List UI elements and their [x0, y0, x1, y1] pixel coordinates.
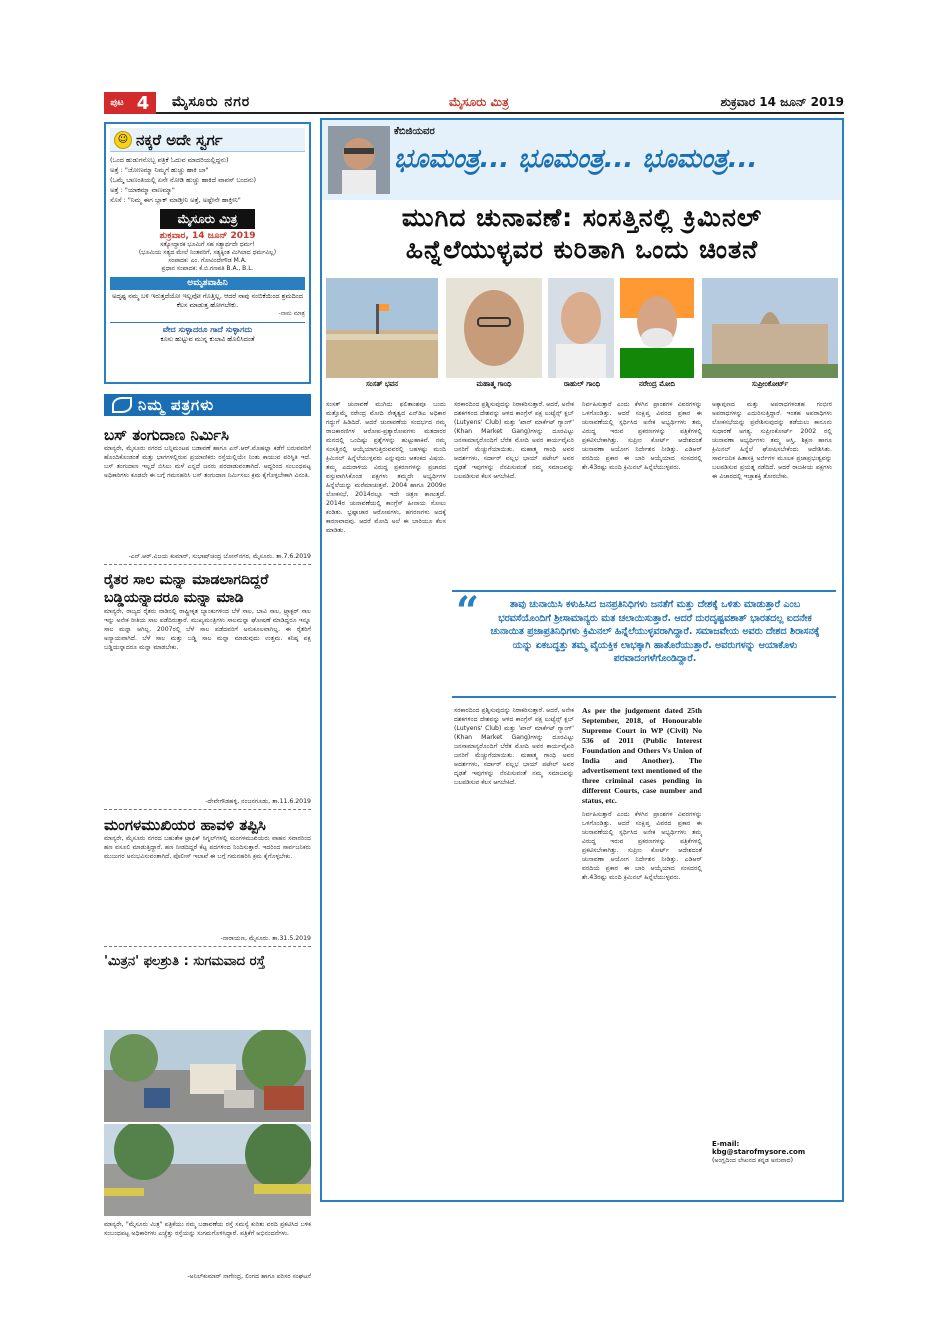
- amrita-by: -ನಾಮ ಮಾತ್ರ: [278, 310, 305, 317]
- article-column-2-lower: [454, 706, 574, 1190]
- masthead-line: ಪ್ರಧಾನ ಸಂಪಾದಕ: ಕೆ.ಬಿ.ಗಣಪತಿ B.A., B.L.: [161, 265, 254, 272]
- road-photo-traffic: [104, 1030, 311, 1122]
- road-photos: [104, 1030, 311, 1281]
- paper-name: ಮೈಸೂರು ಮಿತ್ರ: [449, 95, 509, 109]
- pull-quote: [452, 590, 836, 698]
- page-header: [104, 92, 844, 114]
- article-column-4: [712, 400, 832, 1165]
- rahul-photo-art: [548, 278, 614, 378]
- letters-banner-title: ನಿಮ್ಮ ಪತ್ರಗಳು: [138, 396, 215, 414]
- section-title: ಮೈಸೂರು ನಗರ: [172, 94, 251, 110]
- parliament-photo: [326, 278, 438, 378]
- veda-quote: ವೇದ ಸುಳ್ಳಾದರೂ ಗಾದೆ ಸುಳ್ಳಾಗದು: [110, 322, 305, 335]
- article-text: ನಿರ್ವಹಿಸುತ್ತಾರೆ ಎಂದು ಕೆಳಗಿನ ಪ್ರಾಂಶಗಳ ವಿವರಗಳನ್ನು ಒಳಗೊಂಡಿತ್ತು. ಆದರೆ ಸಂಕ್ಷಿಪ್ತ ವಿವರದ ಪ್ರಕಾರ ಈ ಚುನಾವಣೆಯಲ್ಲಿ ಸ್ಪರ್ಧಿಸಿದ ಅನೇಕ ಅಭ್ಯರ್ಥಿಗಳು ತಮ್ಮ ವಿರುದ್ಧ ಇರುವ ಪ್ರಕರಣಗಳನ್ನು ಪತ್ರಿಕೆಗಳಲ್ಲಿ ಪ್ರಕಟಿಸಬೇಕಾಗಿತ್ತು. ಸುಪ್ರೀಂ ಕೋರ್ಟ್ ಆದೇಶದಂತೆ ಚುನಾವಣಾ ಆಯೋಗ ನಿರ್ದೇಶನ ನೀಡಿತ್ತು. ಎಡಿಆರ್ ವರದಿಯ ಪ್ರಕಾರ ಈ ಬಾರಿ ಆಯ್ಕೆಯಾದ ಸಂಸದರಲ್ಲಿ ಶೇ.43ರಷ್ಟು ಮಂದಿ ಕ್ರಿಮಿನಲ್ ಹಿನ್ನೆಲೆಯುಳ್ಳವರು.: [582, 811, 702, 881]
- masthead-logo: ಮೈಸೂರು ಮಿತ್ರ: [160, 209, 255, 229]
- laughing-face-icon: ☺: [114, 131, 132, 149]
- article-english-text: As per the judgement dated 25th September, 2018, of Honourable Supreme Court in WP (Civil) No 536 of 2011 (Public Interest Foundation and Others Vs Union of India and Another). The advertisement text mentioned of the three criminal cases pending in different Courts, case number and status, etc.: [582, 706, 702, 805]
- photo-caption: ಸುಪ್ರೀಂಕೋರ್ಟ್: [751, 380, 789, 388]
- gandhi-photo-art: [446, 278, 542, 378]
- article-text: ನಿರ್ವಹಿಸುತ್ತಾರೆ ಎಂದು ಕೆಳಗಿನ ಪ್ರಾಂಶಗಳ ವಿವರಗಳನ್ನು ಒಳಗೊಂಡಿತ್ತು. ಆದರೆ ಸಂಕ್ಷಿಪ್ತ ವಿವರದ ಪ್ರಕಾರ ಈ ಚುನಾವಣೆಯಲ್ಲಿ ಸ್ಪರ್ಧಿಸಿದ ಅನೇಕ ಅಭ್ಯರ್ಥಿಗಳು ತಮ್ಮ ವಿರುದ್ಧ ಇರುವ ಪ್ರಕರಣಗಳನ್ನು ಪತ್ರಿಕೆಗಳಲ್ಲಿ ಪ್ರಕಟಿಸಬೇಕಾಗಿತ್ತು. ಸುಪ್ರೀಂ ಕೋರ್ಟ್ ಆದೇಶದಂತೆ ಚುನಾವಣಾ ಆಯೋಗ ನಿರ್ದೇಶನ ನೀಡಿತ್ತು. ಎಡಿಆರ್ ವರದಿಯ ಪ್ರಕಾರ ಈ ಬಾರಿ ಆಯ್ಕೆಯಾದ ಸಂಸದರಲ್ಲಿ ಶೇ.43ರಷ್ಟು ಮಂದಿ ಕ್ರಿಮಿನಲ್ ಹಿನ್ನೆಲೆಯುಳ್ಳವರು.: [582, 401, 702, 471]
- letter-body: ಮಾನ್ಯರೇ, "ಮೈಸೂರು ಮಿತ್ರ" ಪತ್ರಿಕೆಯು ನಮ್ಮ ಬಡಾವಣೆಯ ರಸ್ತೆ ಸಮಸ್ಯೆ ಕುರಿತು ವರದಿ ಪ್ರಕಟಿಸಿದ ಬಳಿಕ ಸಂಬಂಧಪಟ್ಟ ಅಧಿಕಾರಿಗಳು ಎಚ್ಚೆತ್ತು ರಸ್ತೆಯನ್ನು ಸುಗಮಗೊಳಿಸಿದ್ದಾರೆ. ಪತ್ರಿಕೆಗೆ ಅಭಿನಂದನೆಗಳು.: [104, 1221, 311, 1238]
- article-text: ಸರಕಾರದಿಂದ ಪ್ರಶ್ನಿಸುವುದನ್ನು ನಿರಾಕರಿಸುತ್ತಾರೆ. ಆದರೆ, ಅನೇಕ ದಶಕಗಳಿಂದ ದೇಶವನ್ನು ಆಳಿದ ಕಾಂಗ್ರೆಸ್ ಪಕ್ಷ ಲುಟ್ಯೆನ್ಸ್ ಕ್ಲಬ್ (Lutyens' Club) ಮತ್ತು 'ಖಾನ್ ಮಾರ್ಕೆಟ್ ಗ್ಯಾಂಗ್' (Khan Market Gang)ಗಳನ್ನು ದೂರವಿಟ್ಟು ಜನಸಾಮಾನ್ಯರೊಂದಿಗೆ ಬೆರೆತ ಮೋದಿ ಅವರ ಕಾರ್ಯವೈಖರಿ ಜನರಿಗೆ ಮೆಚ್ಚುಗೆಯಾಯಿತು. ಮಹಾತ್ಮ ಗಾಂಧಿ ಅವರ ಆದರ್ಶಗಳು, ಸರ್ದಾರ್ ವಲ್ಲಭ ಭಾಯ್ ಪಟೇಲ್ ಅವರ ದೃಢತೆ ಇವುಗಳನ್ನು ನೆನಪಿಸುವಂತೆ ನಮ್ಮ ಸಮಾಜವನ್ನು ಬಲಪಡಿಸುವ ಕೆಲಸ ಆಗಬೇಕಿದೆ.: [454, 401, 574, 480]
- translator-note: (ಅಂಗ್ಲದಿಂದ ಲೇಖನದ ಕನ್ನಡ ಅನುವಾದ): [712, 1157, 793, 1164]
- letters-section: [104, 420, 311, 971]
- road-photo-clear: [104, 1124, 311, 1216]
- quote-mark-icon: “: [456, 588, 480, 635]
- letter-body: ಮಾನ್ಯರೇ, ರಾಜ್ಯದ ರೈತರು ನಾಡಿನಲ್ಲಿ ರಾಷ್ಟ್ರೀಕೃತ ಬ್ಯಾಂಕುಗಳಿಂದ ಬೆಳೆ ಸಾಲ, ಬಾವಿ ಸಾಲ, ಟ್ರ್ಯಾಕ್ಟರ್ ಸಾಲ ಇನ್ನು ಅನೇಕ ರೀತಿಯ ಸಾಲ ಪಡೆದಿರುತ್ತಾರೆ. ಮುಖ್ಯಮಂತ್ರಿಗಳು ಸಾಲಮನ್ನಾ ಘೋಷಣೆ ಮಾಡಿದ್ದರೂ ಇನ್ನೂ ಸಾಲ ಮನ್ನಾ ಆಗಿಲ್ಲ. 2007ರಲ್ಲಿ ಬೆಳೆ ಸಾಲ ಪಡೆದವರಿಗೆ ಅನುಕೂಲವಾಗಿಲ್ಲ. ಈ ರೈತರಿಗೆ ಅನ್ಯಾಯವಾಗಿದೆ. ಬೆಳೆ ಸಾಲ ಮತ್ತು ಬಡ್ಡಿ ಸಾಲ ಮನ್ನಾ ಮಾಡುವುದು ಉತ್ತಮ. ಕನಿಷ್ಠ ಪಕ್ಷ ಬಡ್ಡಿಯನ್ನಾದರೂ ಮನ್ನಾ ಮಾಡಬೇಕು.: [104, 608, 311, 652]
- letter-signature: -ಎನ್.ಆರ್.ವಿಜಯ ಕುಮಾರ್, ಸುಭಾಷ್‌ಚಂದ್ರ ಬೋಸ್‌ನಗರ, ಮೈಸೂರು. ತಾ.7.6.2019: [128, 553, 311, 560]
- letters-banner: [104, 394, 311, 416]
- article-column-3: [582, 400, 702, 580]
- masthead-line: (ಭೂಮಿಯ ಸತ್ಯದ ಮೇಲೆ ನಿಂತವರಿಗೆ, ಸತ್ಯಕ್ಕಿಂತ ಮಿಗಿಲಾದ ಧರ್ಮವಿಲ್ಲ): [138, 249, 277, 256]
- nakkare-bar: [110, 128, 305, 152]
- clear-road-photo-art: [104, 1124, 311, 1216]
- author-portrait: [328, 126, 390, 194]
- masthead-box: [104, 122, 311, 384]
- divider: [104, 564, 311, 565]
- photo-caption: ನರೇಂದ್ರ ಮೋದಿ: [638, 380, 676, 388]
- nakkare-title: ನಕ್ಕರೆ ಅದೇ ಸ್ವರ್ಗ: [136, 130, 223, 149]
- letter-title: ಮಂಗಳಮುಖಿಯರ ಹಾವಳಿ ತಪ್ಪಿಸಿ: [104, 816, 266, 834]
- header-date: ಶುಕ್ರವಾರ 14 ಜೂನ್ 2019: [720, 95, 844, 109]
- left-column: [104, 122, 311, 384]
- page-number-box: [104, 92, 156, 114]
- veda-sub: ಕೂಸು ಹುಟ್ಟುವ ಮುನ್ನ ಕುಲಾವಿ ಹೊಲಿಸಿದಂತೆ: [160, 335, 255, 343]
- letter-title: ಬಸ್ ತಂಗುದಾಣ ನಿರ್ಮಿಸಿ: [104, 426, 229, 444]
- modi-photo: [620, 278, 694, 378]
- main-article: [320, 118, 844, 1202]
- article-text: ಸರಕಾರದಿಂದ ಪ್ರಶ್ನಿಸುವುದನ್ನು ನಿರಾಕರಿಸುತ್ತಾರೆ. ಆದರೆ, ಅನೇಕ ದಶಕಗಳಿಂದ ದೇಶವನ್ನು ಆಳಿದ ಕಾಂಗ್ರೆಸ್ ಪಕ್ಷ ಲುಟ್ಯೆನ್ಸ್ ಕ್ಲಬ್ (Lutyens' Club) ಮತ್ತು 'ಖಾನ್ ಮಾರ್ಕೆಟ್ ಗ್ಯಾಂಗ್' (Khan Market Gang)ಗಳನ್ನು ದೂರವಿಟ್ಟು ಜನಸಾಮಾನ್ಯರೊಂದಿಗೆ ಬೆರೆತ ಮೋದಿ ಅವರ ಕಾರ್ಯವೈಖರಿ ಜನರಿಗೆ ಮೆಚ್ಚುಗೆಯಾಯಿತು. ಮಹಾತ್ಮ ಗಾಂಧಿ ಅವರ ಆದರ್ಶಗಳು, ಸರ್ದಾರ್ ವಲ್ಲಭ ಭಾಯ್ ಪಟೇಲ್ ಅವರ ದೃಢತೆ ಇವುಗಳನ್ನು ನೆನಪಿಸುವಂತೆ ನಮ್ಮ ಸಮಾಜವನ್ನು ಬಲಪಡಿಸುವ ಕೆಲಸ ಆಗಬೇಕಿದೆ.: [454, 707, 574, 786]
- letter-body: ಮಾನ್ಯರೇ, ಮೈಸೂರು ನಗರದ ಬನ್ನಿಮಂಟಪ ಬಡಾವಣೆ ಹಾಗೂ ಎನ್.ಆರ್.ಮೊಹಲ್ಲಾ ಕಡೆಗೆ ಬರುವವರಿಗೆ ಹೊಂದಿಕೊಂಡಂತೆ ಮತ್ತು ಭಾಗಗಳಲ್ಲಿರುವ ಪ್ರಯಾಣಿಕರು ರಸ್ತೆಯಲ್ಲಿಯೇ ನಿಂತು ಕಾಯುವ ಪರಿಸ್ಥಿತಿ ಇದೆ. ಬಸ್ ತಂಗುದಾಣ ಇಲ್ಲದೆ ಬಿಸಿಲು ಮಳೆ ಎನ್ನದೆ ಜನರು ಪರದಾಡುವಂತಾಗಿದೆ. ಆದ್ದರಿಂದ ಸಂಬಂಧಪಟ್ಟ ಅಧಿಕಾರಿಗಳು ಕೂಡಲೇ ಈ ಬಗ್ಗೆ ಗಮನಹರಿಸಿ ಬಸ್ ತಂಗುದಾಣ ನಿರ್ಮಿಸಲು ಕ್ರಮ ಕೈಗೊಳ್ಳಬೇಕಾಗಿ ವಿನಂತಿ.: [104, 445, 311, 480]
- joke-text: [110, 156, 305, 205]
- photo-caption: ಮಹಾತ್ಮ ಗಾಂಧಿ: [476, 380, 512, 388]
- photo-caption: ಸಂಸತ್ ಭವನ: [365, 380, 399, 388]
- joke-line: ಅತ್ತೆ : "ಯಾಕಮ್ಮಾ ವಾಣಮ್ಮಾ": [110, 186, 175, 194]
- headline-line-1: ಮುಗಿದ ಚುನಾವಣೆ: ಸಂಸತ್ತಿನಲ್ಲಿ ಕ್ರಿಮಿನಲ್: [401, 203, 763, 232]
- joke-line: ಸೊಸೆ : "ನಿಮ್ಮ ಈಗ ಬ್ಲಾಕ್ ಮಾಡ್ತೀನಿ ಅತ್ತೆ, ಅಷ್ಟೇನೇ ಹಾಕ್ತೀನಿ": [110, 196, 241, 204]
- article-text: ಸಂಸತ್ ಚುನಾವಣೆ ಮುಗಿದು ಫಲಿತಾಂಶವೂ ಬಂದು ಮತ್ತೊಮ್ಮೆ ನರೇಂದ್ರ ಮೋದಿ ನೇತೃತ್ವದ ಎನ್‌ಡಿಎ ಅಧಿಕಾರ ಗದ್ದುಗೆ ಹಿಡಿದಿದೆ. ಆದರೆ ಚುನಾವಣೆಯ ಸಂದರ್ಭದ ನಮ್ಮ ರಾಜಕಾರಣಿಗಳ ಆರೋಪ-ಪ್ರತ್ಯಾರೋಪಗಳು ಮತದಾರರ ಮನದಲ್ಲಿ ಒಂದಿಷ್ಟು ಪ್ರಶ್ನೆಗಳನ್ನು ಹುಟ್ಟುಹಾಕಿವೆ. ನಮ್ಮ ಸಂಸತ್ತಿನಲ್ಲಿ ಆಯ್ಕೆಯಾಗುತ್ತಿರುವವರಲ್ಲಿ ಬಹಳಷ್ಟು ಮಂದಿ ಕ್ರಿಮಿನಲ್ ಹಿನ್ನೆಲೆಯುಳ್ಳವರು ಎನ್ನುವುದು ಆತಂಕದ ವಿಷಯ. ತಮ್ಮ ಎದುರಾಳಿಯ ವಿರುದ್ಧ ಪ್ರಕರಣಗಳನ್ನು ಪ್ರಚಾರದ ವಸ್ತುವಾಗಿಸಿಕೊಂಡ ಪಕ್ಷಗಳು ತಮ್ಮದೇ ಅಭ್ಯರ್ಥಿಗಳ ಹಿನ್ನೆಲೆಯನ್ನು ಮರೆಮಾಚುತ್ತವೆ. 2004 ಹಾಗೂ 2009ರ ಲೋಕಸಭೆ, 2014ರಲ್ಲೂ ಇದೇ ಚಿತ್ರಣ ಕಾಣುತ್ತದೆ. 2014ರ ಚುನಾವಣೆಯಲ್ಲಿ ಕಾಂಗ್ರೆಸ್ ಹೀನಾಯ ಸೋಲು ಕಂಡಿತು. ಭ್ರಷ್ಟಾಚಾರ ಆರೋಪಗಳು, ಹಗರಣಗಳು ಅದಕ್ಕೆ ಕಾರಣವಾದವು. ಆದರೆ ಮೋದಿ ಅಲೆ ಈ ಬಾರಿಯೂ ಕೆಲಸ ಮಾಡಿತು.: [326, 401, 446, 534]
- letter-signature: -ದೇವೇಗೌಡಹಳ್ಳಿ, ನಂಜನಗೂಡು, ತಾ.11.6.2019: [205, 798, 311, 805]
- letter-title: ರೈತರ ಸಾಲ ಮನ್ನಾ ಮಾಡಲಾಗದಿದ್ದರೆ ಬಡ್ಡಿಯನ್ನಾದರೂ ಮನ್ನಾ ಮಾಡಿ: [104, 572, 269, 606]
- divider: [104, 946, 311, 947]
- photo-strip: [322, 278, 842, 390]
- masthead-line: ಸತ್ಯೋದ್ಧಾರಕ ಭೂಮಿಗೆ ಸಹ ಸತ್ಯಾರ್ಥದೇ ಧರ್ಮ!: [160, 241, 255, 248]
- flourish-icon: [112, 397, 132, 413]
- masthead-date: ಶುಕ್ರವಾರ, 14 ಜೂನ್ 2019: [159, 231, 256, 241]
- article-column-1: [326, 400, 446, 1190]
- traffic-photo-art: [104, 1030, 311, 1122]
- article-columns: [326, 400, 840, 1196]
- amrita-title: ಅಮೃತವಾಹಿನಿ: [110, 277, 305, 290]
- headline: [322, 202, 842, 272]
- modi-photo-art: [620, 278, 694, 378]
- author-photo: [328, 126, 390, 194]
- joke-line: (ಒಂದ ಹುಡುಗನೊಬ್ಬ ಪತ್ರಿಕೆ ಓದುವ ಮಾದರಿಯಲ್ಲಿದ್ದನು): [110, 156, 229, 164]
- supreme-court-photo-art: [702, 278, 838, 378]
- letter-body: ಮಾನ್ಯರೇ, ಮೈಸೂರು ನಗರದ ಬಹುತೇಕ ಟ್ರಾಫಿಕ್ ಸಿಗ್ನಲ್‌ಗಳಲ್ಲಿ ಮಂಗಳಮುಖಿಯರು ವಾಹನ ಸವಾರರಿಂದ ಹಣ ವಸೂಲಿ ಮಾಡುತ್ತಿದ್ದಾರೆ. ಹಣ ನೀಡದಿದ್ದರೆ ಕೆಟ್ಟ ಪದಗಳಿಂದ ನಿಂದಿಸುತ್ತಾರೆ. ಇದರಿಂದ ಸಾರ್ವಜನಿಕರು ಮುಜುಗರ ಅನುಭವಿಸುವಂತಾಗಿದೆ. ಪೊಲೀಸ್ ಇಲಾಖೆ ಈ ಬಗ್ಗೆ ಗಮನಹರಿಸಿ ಕ್ರಮ ಕೈಗೊಳ್ಳಬೇಕು.: [104, 835, 311, 861]
- joke-line: ಅತ್ತೆ : "ಜೋಣಮ್ಮಾ ನಿಮ್ಮಗೆ ಹುಚ್ಚು ಹಾಕಿ ಬಾ": [110, 166, 209, 174]
- letter-title: 'ಮಿತ್ರನ' ಫಲಶ್ರುತಿ : ಸುಗಮವಾದ ರಸ್ತೆ: [104, 954, 266, 969]
- divider: [104, 809, 311, 810]
- gandhi-photo: [446, 278, 542, 378]
- page-label: ಪುಟ: [104, 92, 130, 114]
- supreme-court-photo: [702, 278, 838, 378]
- article-text: ಅಕ್ಕಾಪುಣದ ಮತ್ತು ಅಪರಾಧಗಳಂತಹ ಗಂಭೀರ ಅಪರಾಧಗಳನ್ನು ಎದುರಿಸುತ್ತಿದ್ದಾರೆ. ಇಂತಹ ಅಪರಾಧಿಗಳು ಲೋಕಸಭೆಯನ್ನು ಪ್ರವೇಶಿಸುವುದನ್ನು ತಡೆಯಲು ಕಾನೂನು ಸುಧಾರಣೆ ಅಗತ್ಯ. ಸುಪ್ರೀಂಕೋರ್ಟ್ 2002 ರಲ್ಲಿ ಚುನಾವಣಾ ಅಭ್ಯರ್ಥಿಗಳು ತಮ್ಮ ಆಸ್ತಿ, ಶಿಕ್ಷಣ ಹಾಗೂ ಕ್ರಿಮಿನಲ್ ಹಿನ್ನೆಲೆ ಘೋಷಿಸಬೇಕೆಂದು ಆದೇಶಿಸಿತು. ಸಾರ್ವಜನಿಕ ಹಿತಾಸಕ್ತಿ ಅರ್ಜಿಗಳ ಮೂಲಕ ಪ್ರಜಾಪ್ರಭುತ್ವವನ್ನು ಬಲಪಡಿಸುವ ಪ್ರಯತ್ನ ನಡೆದಿದೆ. ಆದರೆ ರಾಜಕೀಯ ಪಕ್ಷಗಳು ಈ ವಿಚಾರದಲ್ಲಿ ಇಚ್ಛಾಶಕ್ತಿ ತೋರಬೇಕು.: [712, 401, 832, 480]
- letter-signature: -ಅನಿಲ್‌ಕುಮಾರ್ ನಾಗೇಂದ್ರ, ಲಿಂಗದ ಹಾಗೂ ಪರಿಸರ ಸಂಘಟನೆ: [187, 1273, 311, 1280]
- photo-caption: ರಾಹುಲ್ ಗಾಂಧಿ: [563, 380, 601, 388]
- parliament-photo-art: [326, 278, 438, 378]
- column-banner: [322, 120, 842, 200]
- letter-signature: -ನಾರಾಯಣ, ಮೈಸೂರು. ತಾ.31.5.2019: [220, 935, 311, 942]
- author-name: ಕೆಬಿಜಿಯವರ: [394, 126, 435, 137]
- column-title: ಭೂಮಂತ್ರ... ಭೂಮಂತ್ರ... ಭೂಮಂತ್ರ...: [394, 144, 758, 174]
- headline-line-2: ಹಿನ್ನೆಲೆಯುಳ್ಳವರ ಕುರಿತಾಗಿ ಒಂದು ಚಿಂತನೆ: [405, 235, 759, 264]
- page-number: 4: [130, 92, 156, 114]
- article-column-2: [454, 400, 574, 580]
- author-email: E-mail: kbg@starofmysore.com: [712, 1140, 806, 1156]
- pull-quote-text: ತಾವು ಚುನಾಯಿಸಿ ಕಳುಹಿಸಿದ ಜನಪ್ರತಿನಿಧಿಗಳು ಜನತೆಗೆ ಮತ್ತು ದೇಶಕ್ಕೆ ಒಳಿತು ಮಾಡುತ್ತಾರೆ ಎಂಬ ಭರವಸೆಯೊಂದಿಗೆ ಶ್ರೀಸಾಮಾನ್ಯರು ಮತ ಚಲಾಯಿಸುತ್ತಾರೆ. ಆದರೆ ದುರದೃಷ್ಟವಶಾತ್ ಭಾರತದಲ್ಲ ಐದನೇಕ ಚುನಾಯಿತ ಪ್ರಜಾಪ್ರತಿನಿಧಿಗಳು ಕ್ರಿಮಿನಲ್ ಹಿನ್ನೆಲೆಯುಳ್ಳವರಾಗಿದ್ದಾರೆ. ಸಮಾಜವೇಯ ಅವರು ದೇಶದ ಶಿರಾಸನಕ್ಕೆ ಯನ್ನು ಏಕಬದ್ಧತ್ತು ತಮ್ಮ ವೈಯಕ್ತಿಕ ಲಾಭಕ್ಕಾಗಿ ಹಾತೊರೆಯುತ್ತಾರೆ. ಅವರುಗಳನ್ನು ಆಯಾಕೊಳು ಪರವಾದಂಗಳೆಗೊಂಡಿದ್ದಾರೆ.: [490, 599, 820, 664]
- joke-line: (ಒಮ್ಮೆ ಬಾಣಂತಿಯಲ್ಲಿ ಏನೇ ನೋಡಿ ಹುಚ್ಚು ಹಾಕಿದೆ ವಾಪಸ್ ಬಂದನು): [110, 176, 257, 184]
- rahul-photo: [548, 278, 614, 378]
- article-column-3-lower: [582, 706, 702, 1190]
- masthead-line: ಸಂಪಾದಕ: ಎಂ. ಗೋವಿಂದೇಗೌಡ M.A.: [168, 257, 247, 264]
- amrita-text: ಅದೃಷ್ಟ ನಮ್ಮ ಬಳಿ ಇರುತ್ತದೆಯೋ ಇಲ್ಲವೋ ಗೊತ್ತಿಲ್ಲ, ಆದರೆ ನಾವು ನಂಬಿಕೆಯಿಂದ ಶ್ರಮದಿಂದ ಕೆಲಸ ಮಾಡುತ್ತ ಹೋಗಬೇಕು.: [112, 292, 303, 309]
